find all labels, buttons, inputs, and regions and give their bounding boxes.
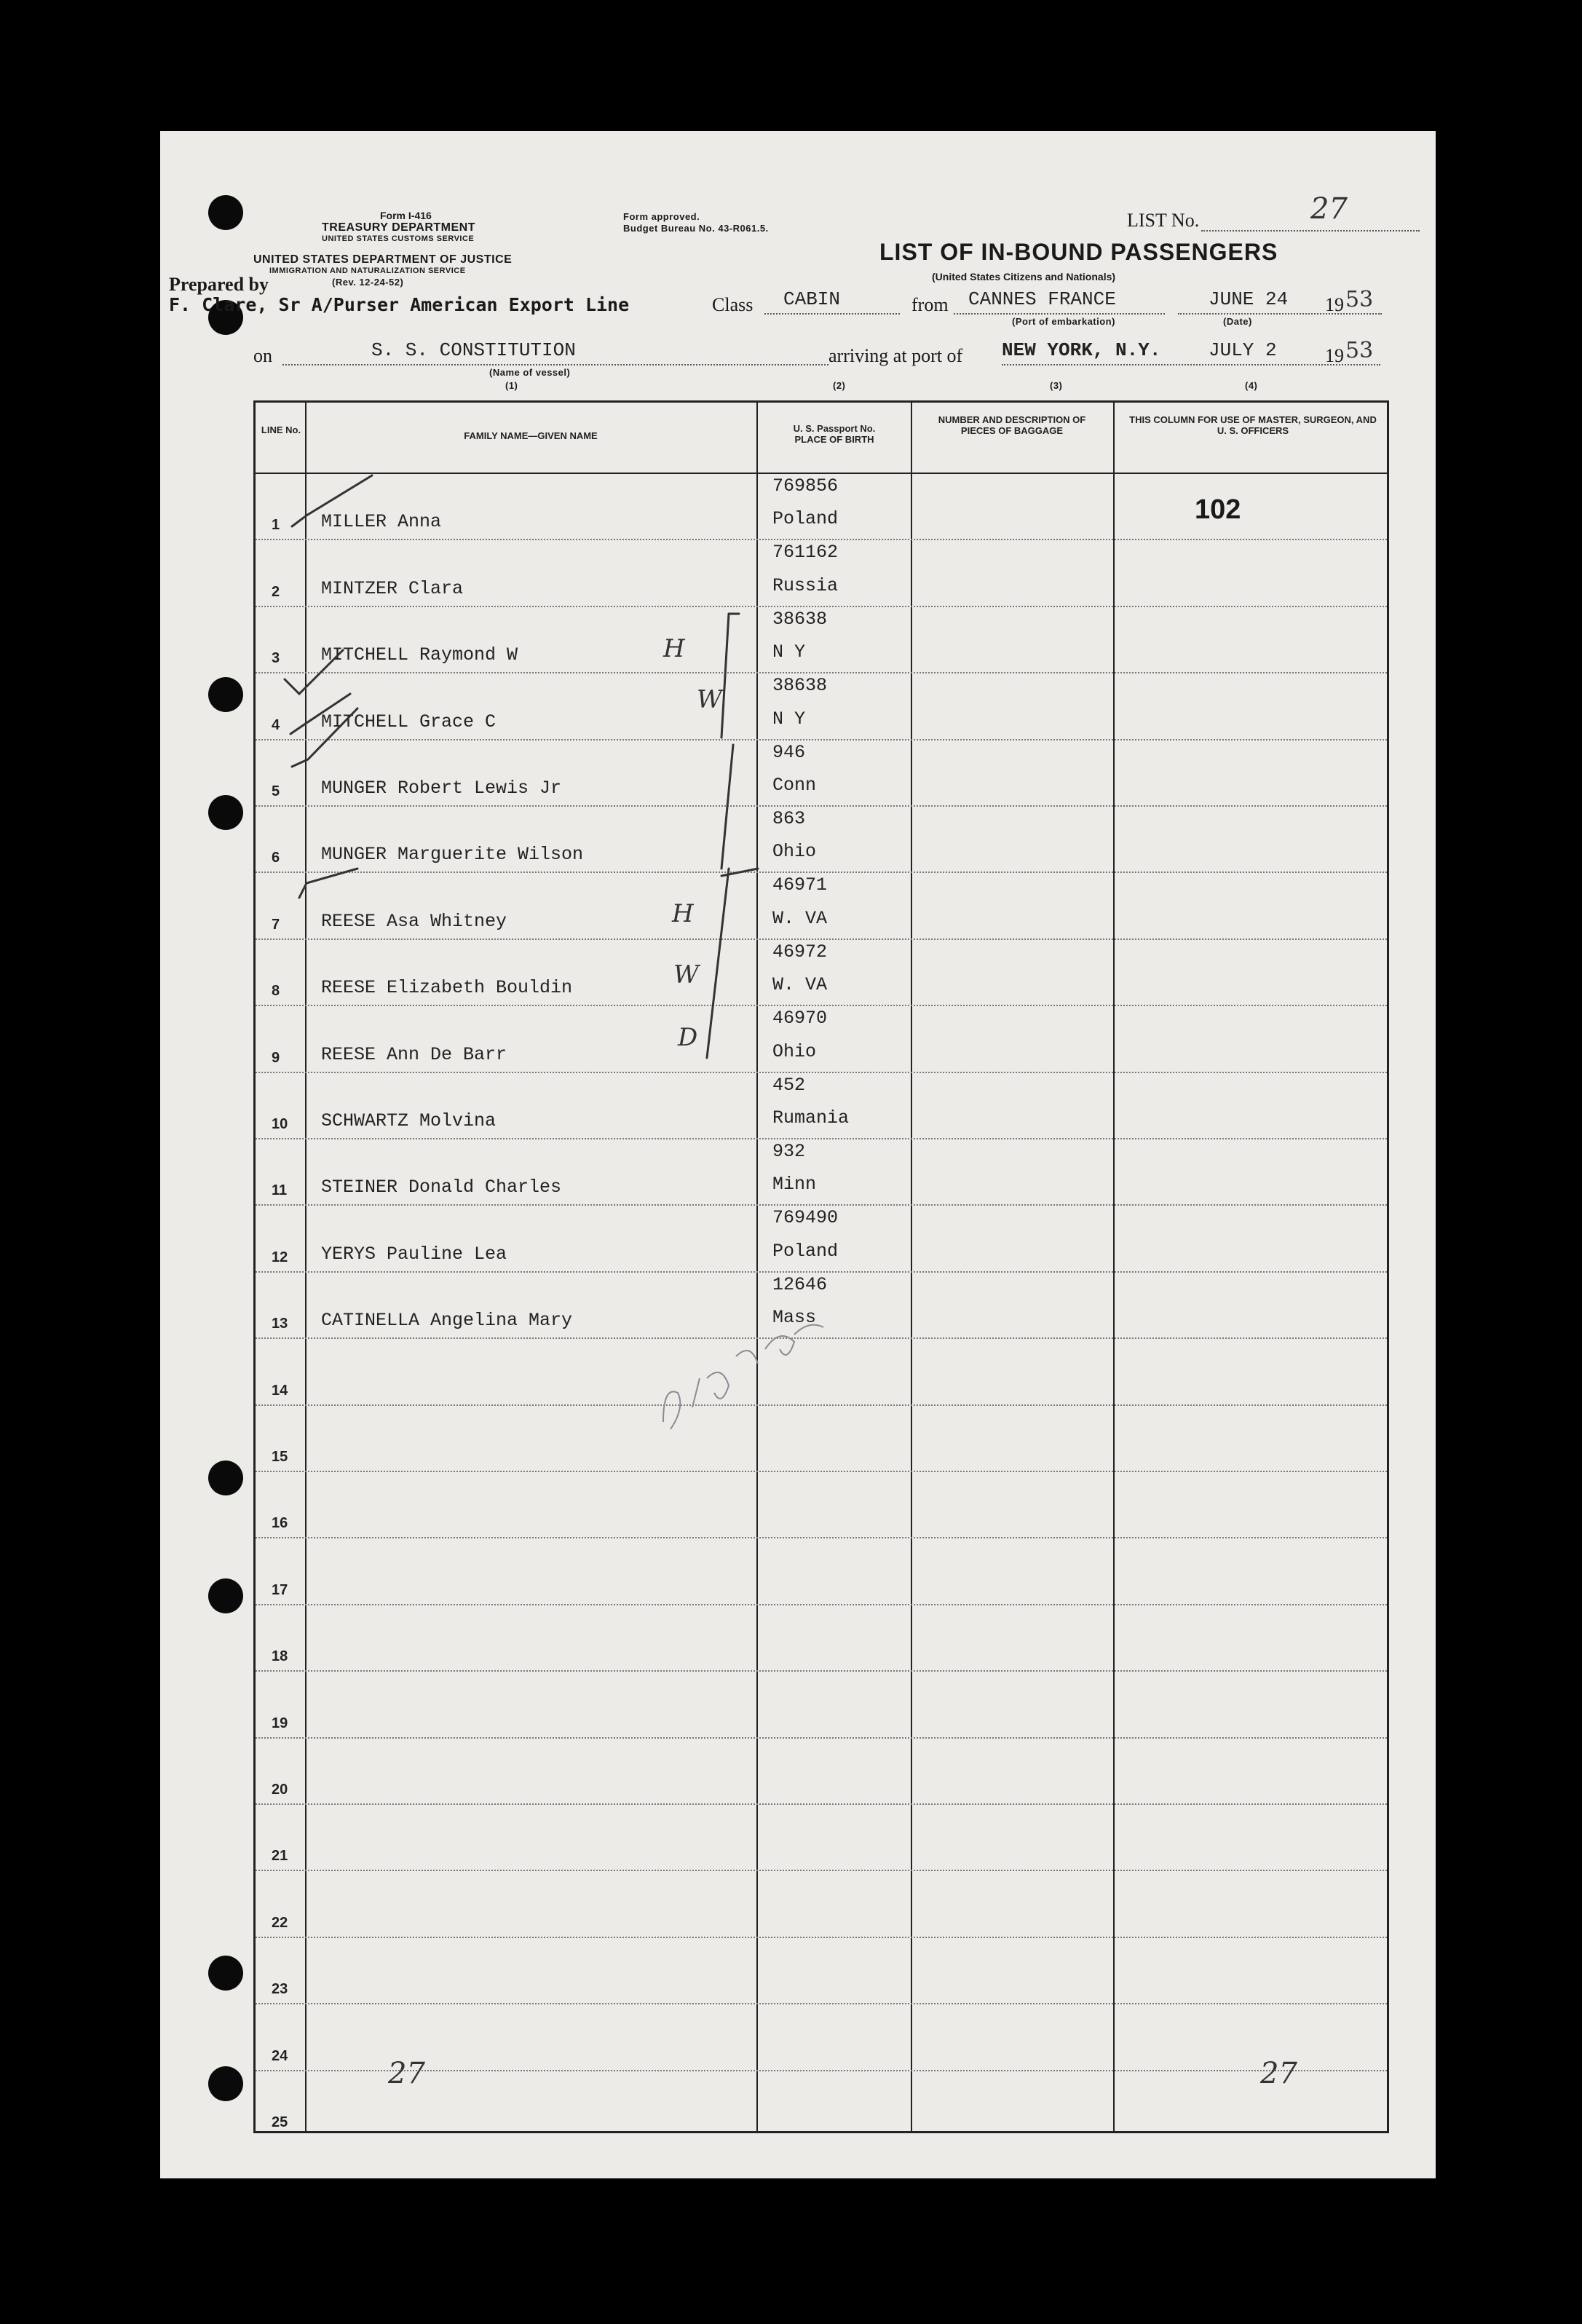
- place-of-birth: Poland: [772, 1240, 839, 1262]
- passenger-name: STEINER Donald Charles: [321, 1177, 562, 1198]
- passenger-name: REESE Ann De Barr: [321, 1043, 507, 1065]
- place-of-birth: Conn: [772, 774, 817, 796]
- line-number: 12: [272, 1249, 288, 1265]
- line-number: 10: [272, 1115, 288, 1132]
- punch-hole: [208, 1461, 243, 1495]
- customs-service: UNITED STATES CUSTOMS SERVICE: [322, 234, 475, 243]
- annotation-w: W: [673, 960, 699, 989]
- list-no-value: 27: [1310, 192, 1348, 226]
- line-number: 3: [272, 650, 280, 667]
- place-of-birth: Ohio: [772, 841, 817, 863]
- embark-caption: (Port of embarkation): [1012, 316, 1115, 327]
- line-number: 25: [272, 2114, 288, 2130]
- prepared-by-label: Prepared by: [169, 274, 269, 295]
- passport-number: 46970: [772, 1008, 828, 1029]
- vessel-caption: (Name of vessel): [489, 367, 571, 378]
- punch-hole: [208, 195, 243, 230]
- col-num-4: (4): [1245, 380, 1258, 391]
- arrival-date: JULY 2: [1209, 339, 1277, 361]
- place-of-birth: W. VA: [772, 974, 828, 996]
- date-caption: (Date): [1223, 316, 1252, 327]
- passenger-name: MITCHELL Grace C: [321, 711, 497, 732]
- passport-number: 932: [772, 1141, 806, 1162]
- line-number: 2: [272, 583, 280, 600]
- line-number: 15: [272, 1448, 288, 1465]
- line-number: 9: [272, 1049, 280, 1066]
- passport-number: 761162: [772, 542, 839, 564]
- line-number: 4: [272, 716, 280, 733]
- on-label: on: [253, 345, 272, 366]
- page-subtitle: (United States Citizens and Nationals): [932, 271, 1116, 282]
- line-number: 8: [272, 983, 280, 1000]
- from-line: [954, 313, 1165, 315]
- line-number: 6: [272, 850, 280, 866]
- line-number: 18: [272, 1648, 288, 1665]
- class-line: [764, 313, 900, 315]
- arrival-line: [1002, 364, 1380, 365]
- arriving-label: arriving at port of: [828, 345, 963, 366]
- passport-number: 452: [772, 1074, 806, 1096]
- bottom-left-count: 27: [388, 2057, 425, 2090]
- form-number: Form I-416: [380, 210, 432, 221]
- year-prefix: 19: [1325, 294, 1344, 315]
- line-number: 13: [272, 1316, 288, 1332]
- place-of-birth: Mass: [772, 1307, 817, 1329]
- embark-port: CANNES FRANCE: [968, 288, 1116, 310]
- passport-number: 12646: [772, 1273, 828, 1295]
- vessel-name: S. S. CONSTITUTION: [371, 339, 576, 361]
- embark-year: 53: [1345, 287, 1374, 312]
- place-of-birth: Russia: [772, 574, 839, 596]
- passport-number: 38638: [772, 608, 828, 630]
- arrival-year-prefix: 19: [1325, 345, 1344, 366]
- justice-dept: UNITED STATES DEPARTMENT OF JUSTICE: [253, 253, 513, 266]
- line-number: 23: [272, 1981, 288, 1998]
- header-name: FAMILY NAME—GIVEN NAME: [464, 430, 598, 441]
- passenger-table: [253, 400, 1389, 2133]
- place-of-birth: N Y: [772, 708, 806, 730]
- annotation-h: H: [663, 634, 685, 663]
- passenger-name: MUNGER Marguerite Wilson: [321, 844, 584, 866]
- line-number: 24: [272, 2047, 288, 2064]
- passport-number: 769856: [772, 475, 839, 497]
- handwritten-marks: [256, 403, 1391, 2135]
- budget-bureau: Budget Bureau No. 43-R061.5.: [623, 223, 769, 234]
- passenger-name: REESE Elizabeth Bouldin: [321, 977, 573, 999]
- vessel-line: [282, 364, 828, 365]
- header-passport: U. S. Passport No. PLACE OF BIRTH: [793, 423, 876, 445]
- line-number: 1: [272, 517, 280, 534]
- passenger-name: MINTZER Clara: [321, 577, 464, 599]
- passport-number: 46972: [772, 941, 828, 963]
- passport-number: 863: [772, 808, 806, 829]
- line-number: 16: [272, 1515, 288, 1532]
- line-number: 14: [272, 1382, 288, 1399]
- date-line: [1178, 313, 1382, 315]
- punch-hole: [208, 2066, 243, 2101]
- passport-number: 769490: [772, 1207, 839, 1229]
- class-label: Class: [712, 294, 754, 315]
- col-num-1: (1): [505, 380, 518, 391]
- preparer-name: F. Clare, Sr A/Purser American Export Line: [169, 294, 630, 315]
- place-of-birth: Poland: [772, 508, 839, 530]
- line-number: 19: [272, 1715, 288, 1731]
- punch-hole: [208, 1956, 243, 1991]
- place-of-birth: Ohio: [772, 1040, 817, 1062]
- manifest-page: [160, 131, 1436, 2178]
- arrival-port: NEW YORK, N.Y.: [1002, 339, 1161, 361]
- embark-date: JUNE 24: [1209, 288, 1289, 310]
- annotation-d: D: [678, 1023, 698, 1052]
- passenger-name: MUNGER Robert Lewis Jr: [321, 777, 562, 799]
- revision: (Rev. 12-24-52): [332, 277, 404, 288]
- punch-hole: [208, 795, 243, 830]
- list-no-line: [1201, 230, 1420, 232]
- treasury-dept: TREASURY DEPARTMENT: [322, 221, 475, 234]
- line-number: 21: [272, 1848, 288, 1865]
- place-of-birth: Minn: [772, 1174, 817, 1195]
- line-number: 11: [272, 1182, 288, 1199]
- line-number: 22: [272, 1914, 288, 1931]
- from-label: from: [911, 294, 949, 315]
- passenger-name: REESE Asa Whitney: [321, 910, 507, 932]
- place-of-birth: N Y: [772, 641, 806, 663]
- col-num-3: (3): [1050, 380, 1063, 391]
- passenger-name: MILLER Anna: [321, 511, 442, 533]
- list-no-label: LIST No.: [1127, 210, 1200, 231]
- punch-hole: [208, 1578, 243, 1613]
- bottom-right-count: 27: [1260, 2057, 1297, 2090]
- arrival-year: 53: [1345, 338, 1374, 363]
- line-number: 20: [272, 1781, 288, 1798]
- line-number: 17: [272, 1581, 288, 1598]
- passport-number: 946: [772, 741, 806, 763]
- ins-service: IMMIGRATION AND NATURALIZATION SERVICE: [269, 266, 466, 275]
- page-title: LIST OF IN-BOUND PASSENGERS: [879, 239, 1278, 265]
- form-approved: Form approved.: [623, 211, 700, 222]
- officer-count: 102: [1195, 494, 1241, 525]
- header-baggage: NUMBER AND DESCRIPTION OF PIECES OF BAGGAGE: [938, 414, 1086, 436]
- passenger-name: CATINELLA Angelina Mary: [321, 1310, 573, 1332]
- passport-number: 46971: [772, 874, 828, 896]
- passport-number: 38638: [772, 675, 828, 697]
- punch-hole: [208, 677, 243, 712]
- annotation-h: H: [672, 899, 694, 928]
- passenger-name: SCHWARTZ Molvina: [321, 1110, 497, 1131]
- place-of-birth: W. VA: [772, 907, 828, 929]
- passenger-name: YERYS Pauline Lea: [321, 1243, 507, 1265]
- place-of-birth: Rumania: [772, 1107, 850, 1129]
- line-number: 5: [272, 783, 280, 799]
- line-number: 7: [272, 916, 280, 933]
- header-officers: THIS COLUMN FOR USE OF MASTER, SURGEON, AND U. S. OFFICERS: [1129, 414, 1377, 436]
- header-line-no: LINE No.: [261, 424, 301, 435]
- class-value: CABIN: [783, 288, 841, 310]
- passenger-name: MITCHELL Raymond W: [321, 644, 518, 666]
- annotation-w: W: [697, 685, 722, 714]
- col-num-2: (2): [833, 380, 846, 391]
